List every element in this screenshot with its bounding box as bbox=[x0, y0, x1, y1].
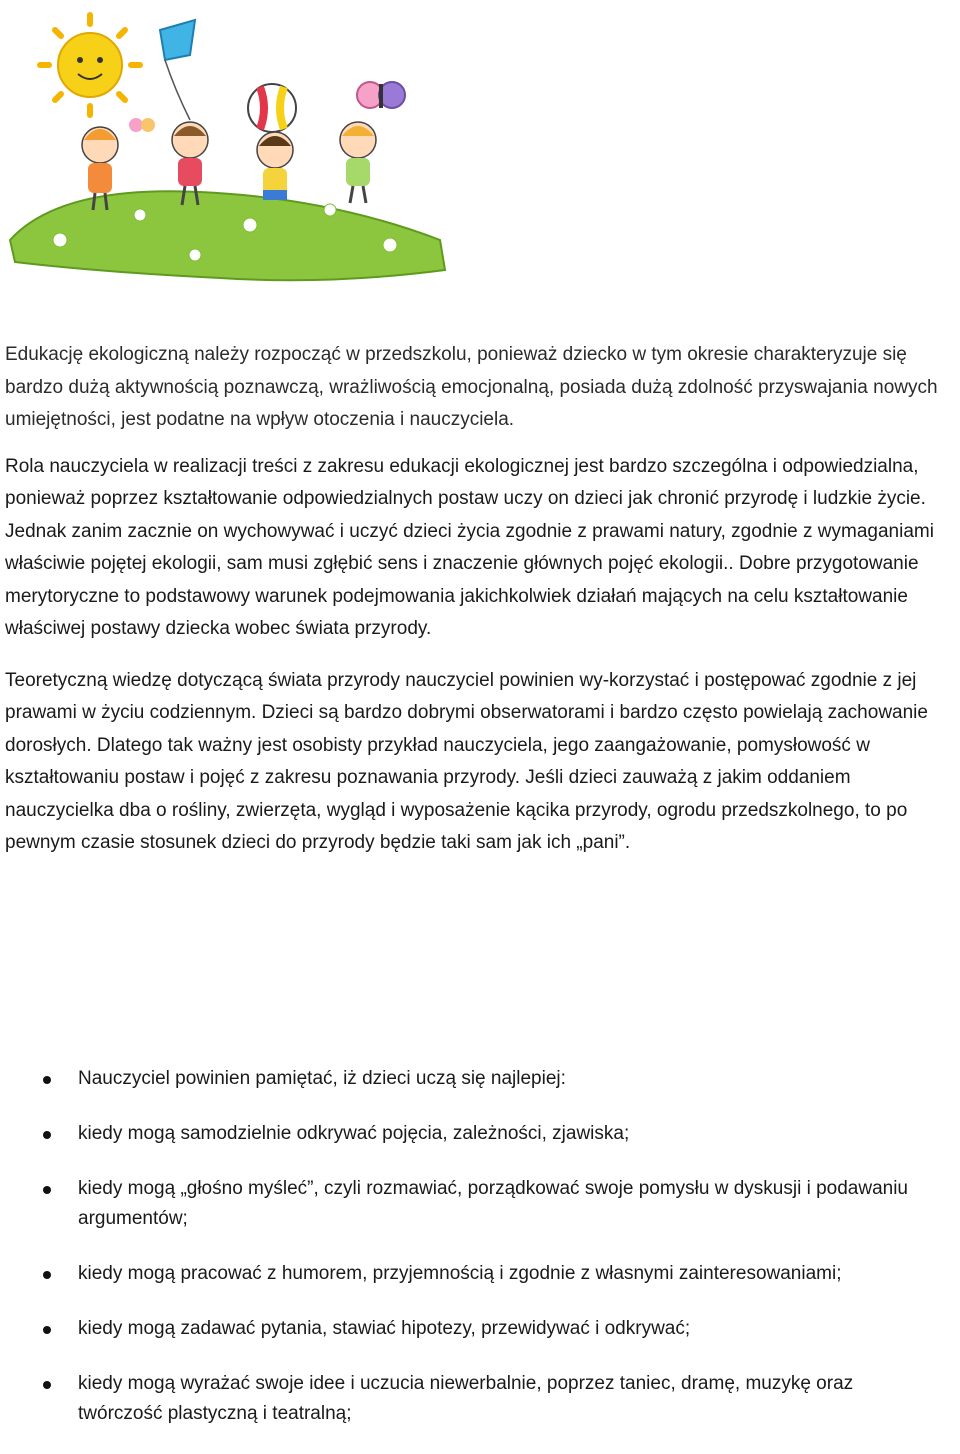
list-item: kiedy mogą „głośno myśleć”, czyli rozmawiać, porządkować swoje pomysłu w dyskusji i podawaniu argumentów; bbox=[38, 1174, 938, 1234]
list-item: kiedy mogą wyrażać swoje idee i uczucia niewerbalnie, poprzez taniec, dramę, muzykę oraz twórczość plastyczną i teatralną; bbox=[38, 1369, 938, 1429]
list-item: kiedy mogą samodzielnie odkrywać pojęcia, zależności, zjawiska; bbox=[38, 1119, 938, 1149]
children-playing-on-meadow-icon bbox=[0, 0, 450, 300]
list-item: kiedy mogą zadawać pytania, stawiać hipotezy, przewidywać i odkrywać; bbox=[38, 1314, 938, 1344]
bullet-icon bbox=[43, 1076, 51, 1084]
child-figure bbox=[340, 122, 376, 203]
bullet-icon bbox=[43, 1131, 51, 1139]
list-item: kiedy mogą pracować z humorem, przyjemnością i zgodnie z własnymi zainteresowaniami; bbox=[38, 1259, 938, 1289]
bullet-icon bbox=[43, 1381, 51, 1389]
ball-icon bbox=[248, 84, 296, 132]
kite-icon bbox=[160, 20, 195, 120]
list-item: Nauczyciel powinien pamiętać, iż dzieci uczą się najlepiej: bbox=[38, 1064, 938, 1094]
bullet-icon bbox=[43, 1326, 51, 1334]
bullet-list bbox=[38, 1064, 938, 1454]
paragraph-theoretical-knowledge: Teoretyczną wiedzę dotyczącą świata przyrody nauczyciel powinien wy-korzystać i postępować zgodnie z jej prawami w życiu codziennym. Dzieci są bardzo dobrymi obserwatorami i bardzo często powielają zachowanie dorosłych. Dlatego tak ważny jest osobisty przykład nauczyciela, jego zaangażowanie, pomysłowość w kształtowaniu postaw i pojęć z zakresu poznawania przyrody. Jeśli dzieci zauważą z jakim oddaniem nauczycielka dba o rośliny, zwierzęta, wygląd i wyposażenie kącika przyrody, ogrodu przedszkolnego, to po pewnym czasie stosunek dzieci do przyrody będzie taki sam jak ich „pani”. bbox=[5, 669, 928, 853]
grass-hill bbox=[10, 191, 445, 280]
paragraph-teacher-role: Rola nauczyciela w realizacji treści z zakresu edukacji ekologicznej jest bardzo szczególna i odpowiedzialna, ponieważ poprzez kształtowanie odpowiedzialnych postaw uczy on dzieci jak chronić przyrodę i ludzkie życie. Jednak zanim zacznie on wychowywać i uczyć dzieci życia zgodnie z prawami natury, zgodnie z wymaganiami właściwie pojętej ekologii, sam musi zgłębić sens i znaczenie głównych pojęć ekologii.. Dobre przygotowanie merytoryczne to podstawowy warunek podejmowania jakichkolwiek działań mających na celu kształtowanie właściwej postawy dziecka wobec świata przyrody. bbox=[5, 455, 934, 639]
butterfly-icon bbox=[129, 118, 155, 132]
bullet-icon bbox=[43, 1186, 51, 1194]
paragraph-intro: Edukację ekologiczną należy rozpocząć w przedszkolu, ponieważ dziecko w tym okresie charakteryzuje się bardzo dużą aktywnością poznawczą, wrażliwością emocjonalną, posiada dużą zdolność przyswajania nowych umiejętności, jest podatne na wpływ otoczenia i nauczyciela. bbox=[5, 344, 938, 430]
article-body bbox=[5, 339, 957, 860]
sun-icon bbox=[40, 15, 140, 115]
bullet-icon bbox=[43, 1271, 51, 1279]
child-figure bbox=[257, 132, 293, 200]
butterfly-icon bbox=[357, 82, 405, 108]
